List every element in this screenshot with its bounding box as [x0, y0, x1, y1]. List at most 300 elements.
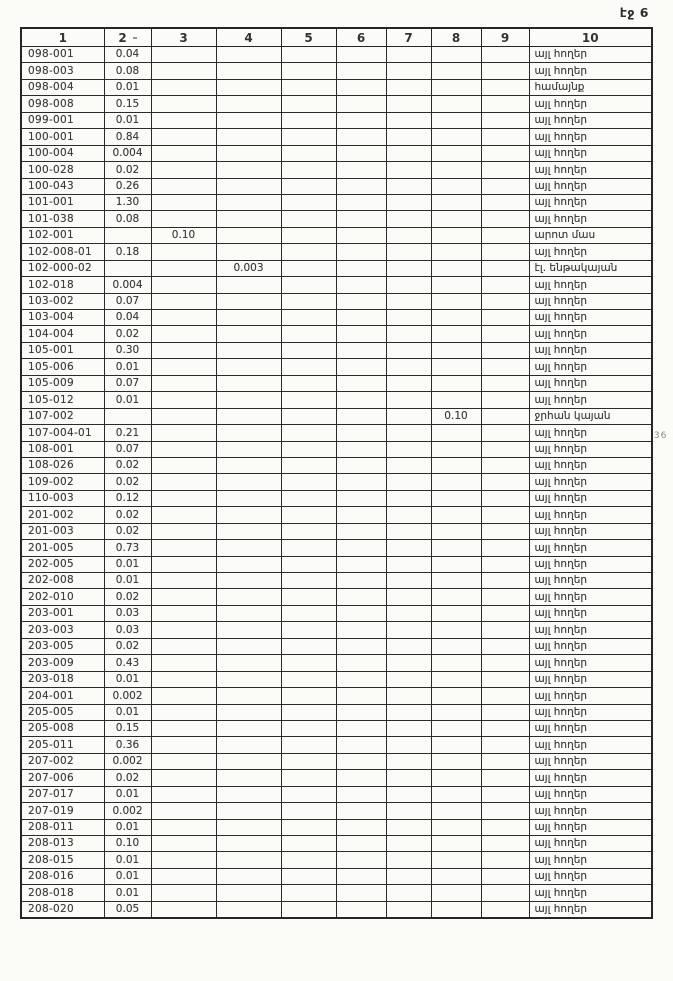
value-cell: [281, 474, 336, 490]
value-cell: 0.26: [104, 178, 151, 194]
land-type-cell: այլ հողեր: [529, 737, 652, 753]
parcel-code-cell: 203-003: [21, 622, 104, 638]
value-cell: [281, 326, 336, 342]
land-type-cell: այլ հողեր: [529, 457, 652, 473]
land-type-cell: այլ հողեր: [529, 96, 652, 112]
value-cell: [281, 622, 336, 638]
value-cell: [281, 260, 336, 276]
parcel-code-cell: 208-016: [21, 868, 104, 884]
parcel-code-cell: 202-005: [21, 556, 104, 572]
table-row: [21, 852, 652, 868]
value-cell: [151, 720, 216, 736]
value-cell: [216, 720, 281, 736]
value-cell: [481, 145, 529, 161]
value-cell: [104, 227, 151, 243]
value-cell: [431, 227, 481, 243]
value-cell: [386, 408, 431, 424]
value-cell: [281, 638, 336, 654]
land-type-cell: էլ. ենթակայան: [529, 260, 652, 276]
value-cell: [151, 129, 216, 145]
value-cell: [386, 244, 431, 260]
value-cell: [216, 244, 281, 260]
value-cell: [481, 326, 529, 342]
value-cell: [336, 359, 386, 375]
value-cell: [336, 441, 386, 457]
value-cell: [481, 293, 529, 309]
value-cell: [386, 671, 431, 687]
value-cell: [281, 507, 336, 523]
value-cell: [431, 129, 481, 145]
parcel-code-cell: 207-006: [21, 770, 104, 786]
value-cell: [336, 885, 386, 901]
value-cell: [386, 901, 431, 918]
parcel-code-cell: 203-009: [21, 655, 104, 671]
value-cell: [481, 277, 529, 293]
land-type-cell: արոտ մաս: [529, 227, 652, 243]
value-cell: [336, 803, 386, 819]
value-cell: [386, 836, 431, 852]
table-row: [21, 836, 652, 852]
table-row: [21, 622, 652, 638]
value-cell: [431, 671, 481, 687]
parcel-code-cell: 207-017: [21, 786, 104, 802]
table-row: [21, 277, 652, 293]
table-row: [21, 129, 652, 145]
value-cell: [431, 901, 481, 918]
value-cell: [386, 638, 431, 654]
value-cell: [151, 162, 216, 178]
value-cell: 0.01: [104, 573, 151, 589]
value-cell: 0.002: [104, 753, 151, 769]
value-cell: [151, 540, 216, 556]
value-cell: [431, 803, 481, 819]
value-cell: [481, 753, 529, 769]
value-cell: [151, 589, 216, 605]
value-cell: [281, 244, 336, 260]
value-cell: [281, 227, 336, 243]
value-cell: [216, 310, 281, 326]
table-row: [21, 523, 652, 539]
value-cell: [336, 852, 386, 868]
table-row: [21, 556, 652, 572]
value-cell: [216, 556, 281, 572]
parcel-code-cell: 100-028: [21, 162, 104, 178]
value-cell: [386, 523, 431, 539]
value-cell: [481, 671, 529, 687]
parcel-code-cell: 100-004: [21, 145, 104, 161]
land-type-cell: այլ հողեր: [529, 112, 652, 128]
value-cell: 0.01: [104, 671, 151, 687]
value-cell: [281, 523, 336, 539]
parcel-code-cell: 102-001: [21, 227, 104, 243]
parcel-code-cell: 102-008-01: [21, 244, 104, 260]
value-cell: [336, 392, 386, 408]
table-row: [21, 573, 652, 589]
land-type-cell: այլ հողեր: [529, 326, 652, 342]
land-type-cell: այլ հողեր: [529, 605, 652, 621]
value-cell: [386, 79, 431, 95]
value-cell: [481, 211, 529, 227]
value-cell: [151, 310, 216, 326]
value-cell: 0.01: [104, 786, 151, 802]
parcel-code-cell: 103-004: [21, 310, 104, 326]
value-cell: [151, 868, 216, 884]
parcel-code-cell: 201-005: [21, 540, 104, 556]
value-cell: 0.003: [216, 260, 281, 276]
value-cell: [151, 671, 216, 687]
value-cell: [336, 310, 386, 326]
value-cell: [431, 819, 481, 835]
value-cell: 0.18: [104, 244, 151, 260]
value-cell: [336, 622, 386, 638]
value-cell: [151, 375, 216, 391]
value-cell: [151, 63, 216, 79]
value-cell: [481, 868, 529, 884]
parcel-code-cell: 108-026: [21, 457, 104, 473]
value-cell: [481, 112, 529, 128]
value-cell: [386, 162, 431, 178]
value-cell: [151, 622, 216, 638]
value-cell: [386, 63, 431, 79]
table-row: [21, 244, 652, 260]
value-cell: [216, 540, 281, 556]
value-cell: [281, 211, 336, 227]
value-cell: 0.30: [104, 342, 151, 358]
value-cell: [481, 260, 529, 276]
land-type-cell: այլ հողեր: [529, 145, 652, 161]
value-cell: [281, 425, 336, 441]
value-cell: [431, 688, 481, 704]
value-cell: [281, 79, 336, 95]
table-row: [21, 96, 652, 112]
value-cell: [336, 507, 386, 523]
value-cell: [281, 803, 336, 819]
value-cell: [151, 392, 216, 408]
value-cell: [336, 342, 386, 358]
land-type-cell: այլ հողեր: [529, 868, 652, 884]
value-cell: [386, 277, 431, 293]
value-cell: [281, 194, 336, 210]
land-type-cell: այլ հողեր: [529, 375, 652, 391]
value-cell: [216, 79, 281, 95]
land-type-cell: այլ հողեր: [529, 392, 652, 408]
value-cell: 0.15: [104, 96, 151, 112]
table-row: [21, 342, 652, 358]
value-cell: [151, 359, 216, 375]
column-header-8: 8: [431, 28, 481, 47]
value-cell: 0.01: [104, 852, 151, 868]
value-cell: [481, 540, 529, 556]
value-cell: [151, 79, 216, 95]
value-cell: [431, 441, 481, 457]
value-cell: [481, 819, 529, 835]
parcel-code-cell: 208-018: [21, 885, 104, 901]
value-cell: [481, 803, 529, 819]
value-cell: [431, 96, 481, 112]
parcel-code-cell: 202-008: [21, 573, 104, 589]
value-cell: [104, 260, 151, 276]
value-cell: [481, 375, 529, 391]
value-cell: [281, 375, 336, 391]
value-cell: [336, 655, 386, 671]
value-cell: [336, 79, 386, 95]
value-cell: [431, 852, 481, 868]
value-cell: [216, 342, 281, 358]
value-cell: 0.07: [104, 441, 151, 457]
value-cell: [386, 737, 431, 753]
value-cell: [336, 786, 386, 802]
value-cell: [431, 178, 481, 194]
value-cell: [281, 737, 336, 753]
table-row: [21, 178, 652, 194]
value-cell: [216, 688, 281, 704]
value-cell: [151, 556, 216, 572]
value-cell: [431, 540, 481, 556]
value-cell: [336, 901, 386, 918]
parcel-code-cell: 203-001: [21, 605, 104, 621]
column-header-9: 9: [481, 28, 529, 47]
value-cell: [281, 490, 336, 506]
value-cell: [216, 638, 281, 654]
value-cell: [386, 211, 431, 227]
value-cell: 0.07: [104, 375, 151, 391]
value-cell: 0.08: [104, 211, 151, 227]
value-cell: [216, 901, 281, 918]
land-type-cell: այլ հողեր: [529, 47, 652, 63]
value-cell: [151, 47, 216, 63]
value-cell: [481, 852, 529, 868]
value-cell: [386, 490, 431, 506]
value-cell: [281, 129, 336, 145]
value-cell: 0.01: [104, 704, 151, 720]
value-cell: [151, 852, 216, 868]
parcel-code-cell: 098-008: [21, 96, 104, 112]
table-row: [21, 770, 652, 786]
value-cell: [336, 540, 386, 556]
value-cell: [336, 490, 386, 506]
value-cell: [281, 178, 336, 194]
parcel-code-cell: 105-009: [21, 375, 104, 391]
parcel-code-cell: 107-002: [21, 408, 104, 424]
value-cell: [216, 704, 281, 720]
value-cell: [216, 868, 281, 884]
table-row: [21, 819, 652, 835]
value-cell: [431, 573, 481, 589]
table-row: [21, 260, 652, 276]
value-cell: [281, 162, 336, 178]
value-cell: [431, 342, 481, 358]
column-header-10: 10: [529, 28, 652, 47]
value-cell: [431, 556, 481, 572]
parcel-code-cell: 201-003: [21, 523, 104, 539]
value-cell: [151, 753, 216, 769]
value-cell: [431, 457, 481, 473]
land-type-cell: համայնք: [529, 79, 652, 95]
value-cell: [151, 786, 216, 802]
parcel-code-cell: 105-006: [21, 359, 104, 375]
value-cell: [216, 293, 281, 309]
value-cell: [151, 277, 216, 293]
value-cell: [216, 474, 281, 490]
value-cell: 0.01: [104, 868, 151, 884]
parcel-code-cell: 109-002: [21, 474, 104, 490]
value-cell: [481, 474, 529, 490]
value-cell: [386, 425, 431, 441]
value-cell: [386, 770, 431, 786]
value-cell: [281, 573, 336, 589]
header-row: [21, 28, 652, 47]
value-cell: [151, 507, 216, 523]
value-cell: [386, 605, 431, 621]
value-cell: [281, 770, 336, 786]
value-cell: 0.10: [151, 227, 216, 243]
value-cell: [336, 277, 386, 293]
land-type-cell: այլ հողեր: [529, 786, 652, 802]
parcel-code-cell: 208-015: [21, 852, 104, 868]
value-cell: [216, 145, 281, 161]
value-cell: [481, 622, 529, 638]
value-cell: [481, 605, 529, 621]
value-cell: [431, 474, 481, 490]
land-type-cell: այլ հողեր: [529, 901, 652, 918]
value-cell: [481, 737, 529, 753]
value-cell: [481, 523, 529, 539]
parcel-code-cell: 100-043: [21, 178, 104, 194]
value-cell: 0.02: [104, 507, 151, 523]
value-cell: [281, 720, 336, 736]
table-row: [21, 655, 652, 671]
table-body: [21, 47, 652, 919]
value-cell: 0.08: [104, 63, 151, 79]
value-cell: 0.01: [104, 392, 151, 408]
table-row: [21, 474, 652, 490]
table-row: [21, 112, 652, 128]
value-cell: [151, 457, 216, 473]
value-cell: [336, 671, 386, 687]
value-cell: [386, 622, 431, 638]
value-cell: [216, 392, 281, 408]
value-cell: 0.02: [104, 589, 151, 605]
value-cell: [481, 63, 529, 79]
value-cell: [216, 605, 281, 621]
value-cell: 0.02: [104, 523, 151, 539]
value-cell: 0.73: [104, 540, 151, 556]
parcel-code-cell: 203-018: [21, 671, 104, 687]
value-cell: [151, 326, 216, 342]
value-cell: [151, 244, 216, 260]
value-cell: [481, 885, 529, 901]
value-cell: [431, 277, 481, 293]
value-cell: [336, 770, 386, 786]
value-cell: [481, 901, 529, 918]
value-cell: [386, 720, 431, 736]
value-cell: [336, 162, 386, 178]
value-cell: [336, 457, 386, 473]
value-cell: [336, 194, 386, 210]
value-cell: [386, 145, 431, 161]
value-cell: 0.10: [431, 408, 481, 424]
value-cell: [481, 342, 529, 358]
table-row: [21, 737, 652, 753]
value-cell: [336, 63, 386, 79]
value-cell: 0.004: [104, 145, 151, 161]
value-cell: [336, 227, 386, 243]
value-cell: [281, 310, 336, 326]
value-cell: 0.02: [104, 457, 151, 473]
value-cell: [431, 244, 481, 260]
value-cell: [481, 441, 529, 457]
column-header-2: 2: [104, 28, 151, 47]
value-cell: [216, 737, 281, 753]
land-type-cell: այլ հողեր: [529, 490, 652, 506]
column-header-3: 3: [151, 28, 216, 47]
value-cell: [431, 47, 481, 63]
land-type-cell: այլ հողեր: [529, 540, 652, 556]
value-cell: 0.84: [104, 129, 151, 145]
value-cell: [281, 457, 336, 473]
value-cell: [431, 63, 481, 79]
value-cell: [151, 441, 216, 457]
table-row: [21, 211, 652, 227]
value-cell: [431, 425, 481, 441]
value-cell: [216, 786, 281, 802]
value-cell: [216, 211, 281, 227]
value-cell: [386, 868, 431, 884]
value-cell: [386, 441, 431, 457]
value-cell: [386, 375, 431, 391]
land-type-cell: այլ հողեր: [529, 63, 652, 79]
value-cell: [151, 885, 216, 901]
land-type-cell: այլ հողեր: [529, 622, 652, 638]
value-cell: [281, 655, 336, 671]
value-cell: [481, 244, 529, 260]
value-cell: [386, 194, 431, 210]
land-type-cell: այլ հողեր: [529, 523, 652, 539]
land-type-cell: այլ հողեր: [529, 556, 652, 572]
parcel-code-cell: 201-002: [21, 507, 104, 523]
value-cell: [481, 47, 529, 63]
value-cell: [386, 474, 431, 490]
value-cell: [431, 770, 481, 786]
value-cell: [481, 194, 529, 210]
value-cell: [281, 359, 336, 375]
table-row: [21, 901, 652, 918]
table-row: [21, 293, 652, 309]
value-cell: [216, 194, 281, 210]
land-type-cell: այլ հողեր: [529, 819, 652, 835]
value-cell: [336, 425, 386, 441]
value-cell: [216, 112, 281, 128]
value-cell: [336, 211, 386, 227]
value-cell: [216, 622, 281, 638]
value-cell: 0.02: [104, 770, 151, 786]
value-cell: [216, 326, 281, 342]
value-cell: 0.36: [104, 737, 151, 753]
value-cell: [386, 457, 431, 473]
value-cell: 0.02: [104, 638, 151, 654]
value-cell: [386, 112, 431, 128]
value-cell: [281, 786, 336, 802]
table-row: [21, 786, 652, 802]
value-cell: [481, 720, 529, 736]
land-type-cell: այլ հողեր: [529, 310, 652, 326]
value-cell: [431, 704, 481, 720]
value-cell: [431, 310, 481, 326]
value-cell: [481, 688, 529, 704]
value-cell: [216, 885, 281, 901]
value-cell: [216, 441, 281, 457]
land-type-cell: ջրհան կայան: [529, 408, 652, 424]
